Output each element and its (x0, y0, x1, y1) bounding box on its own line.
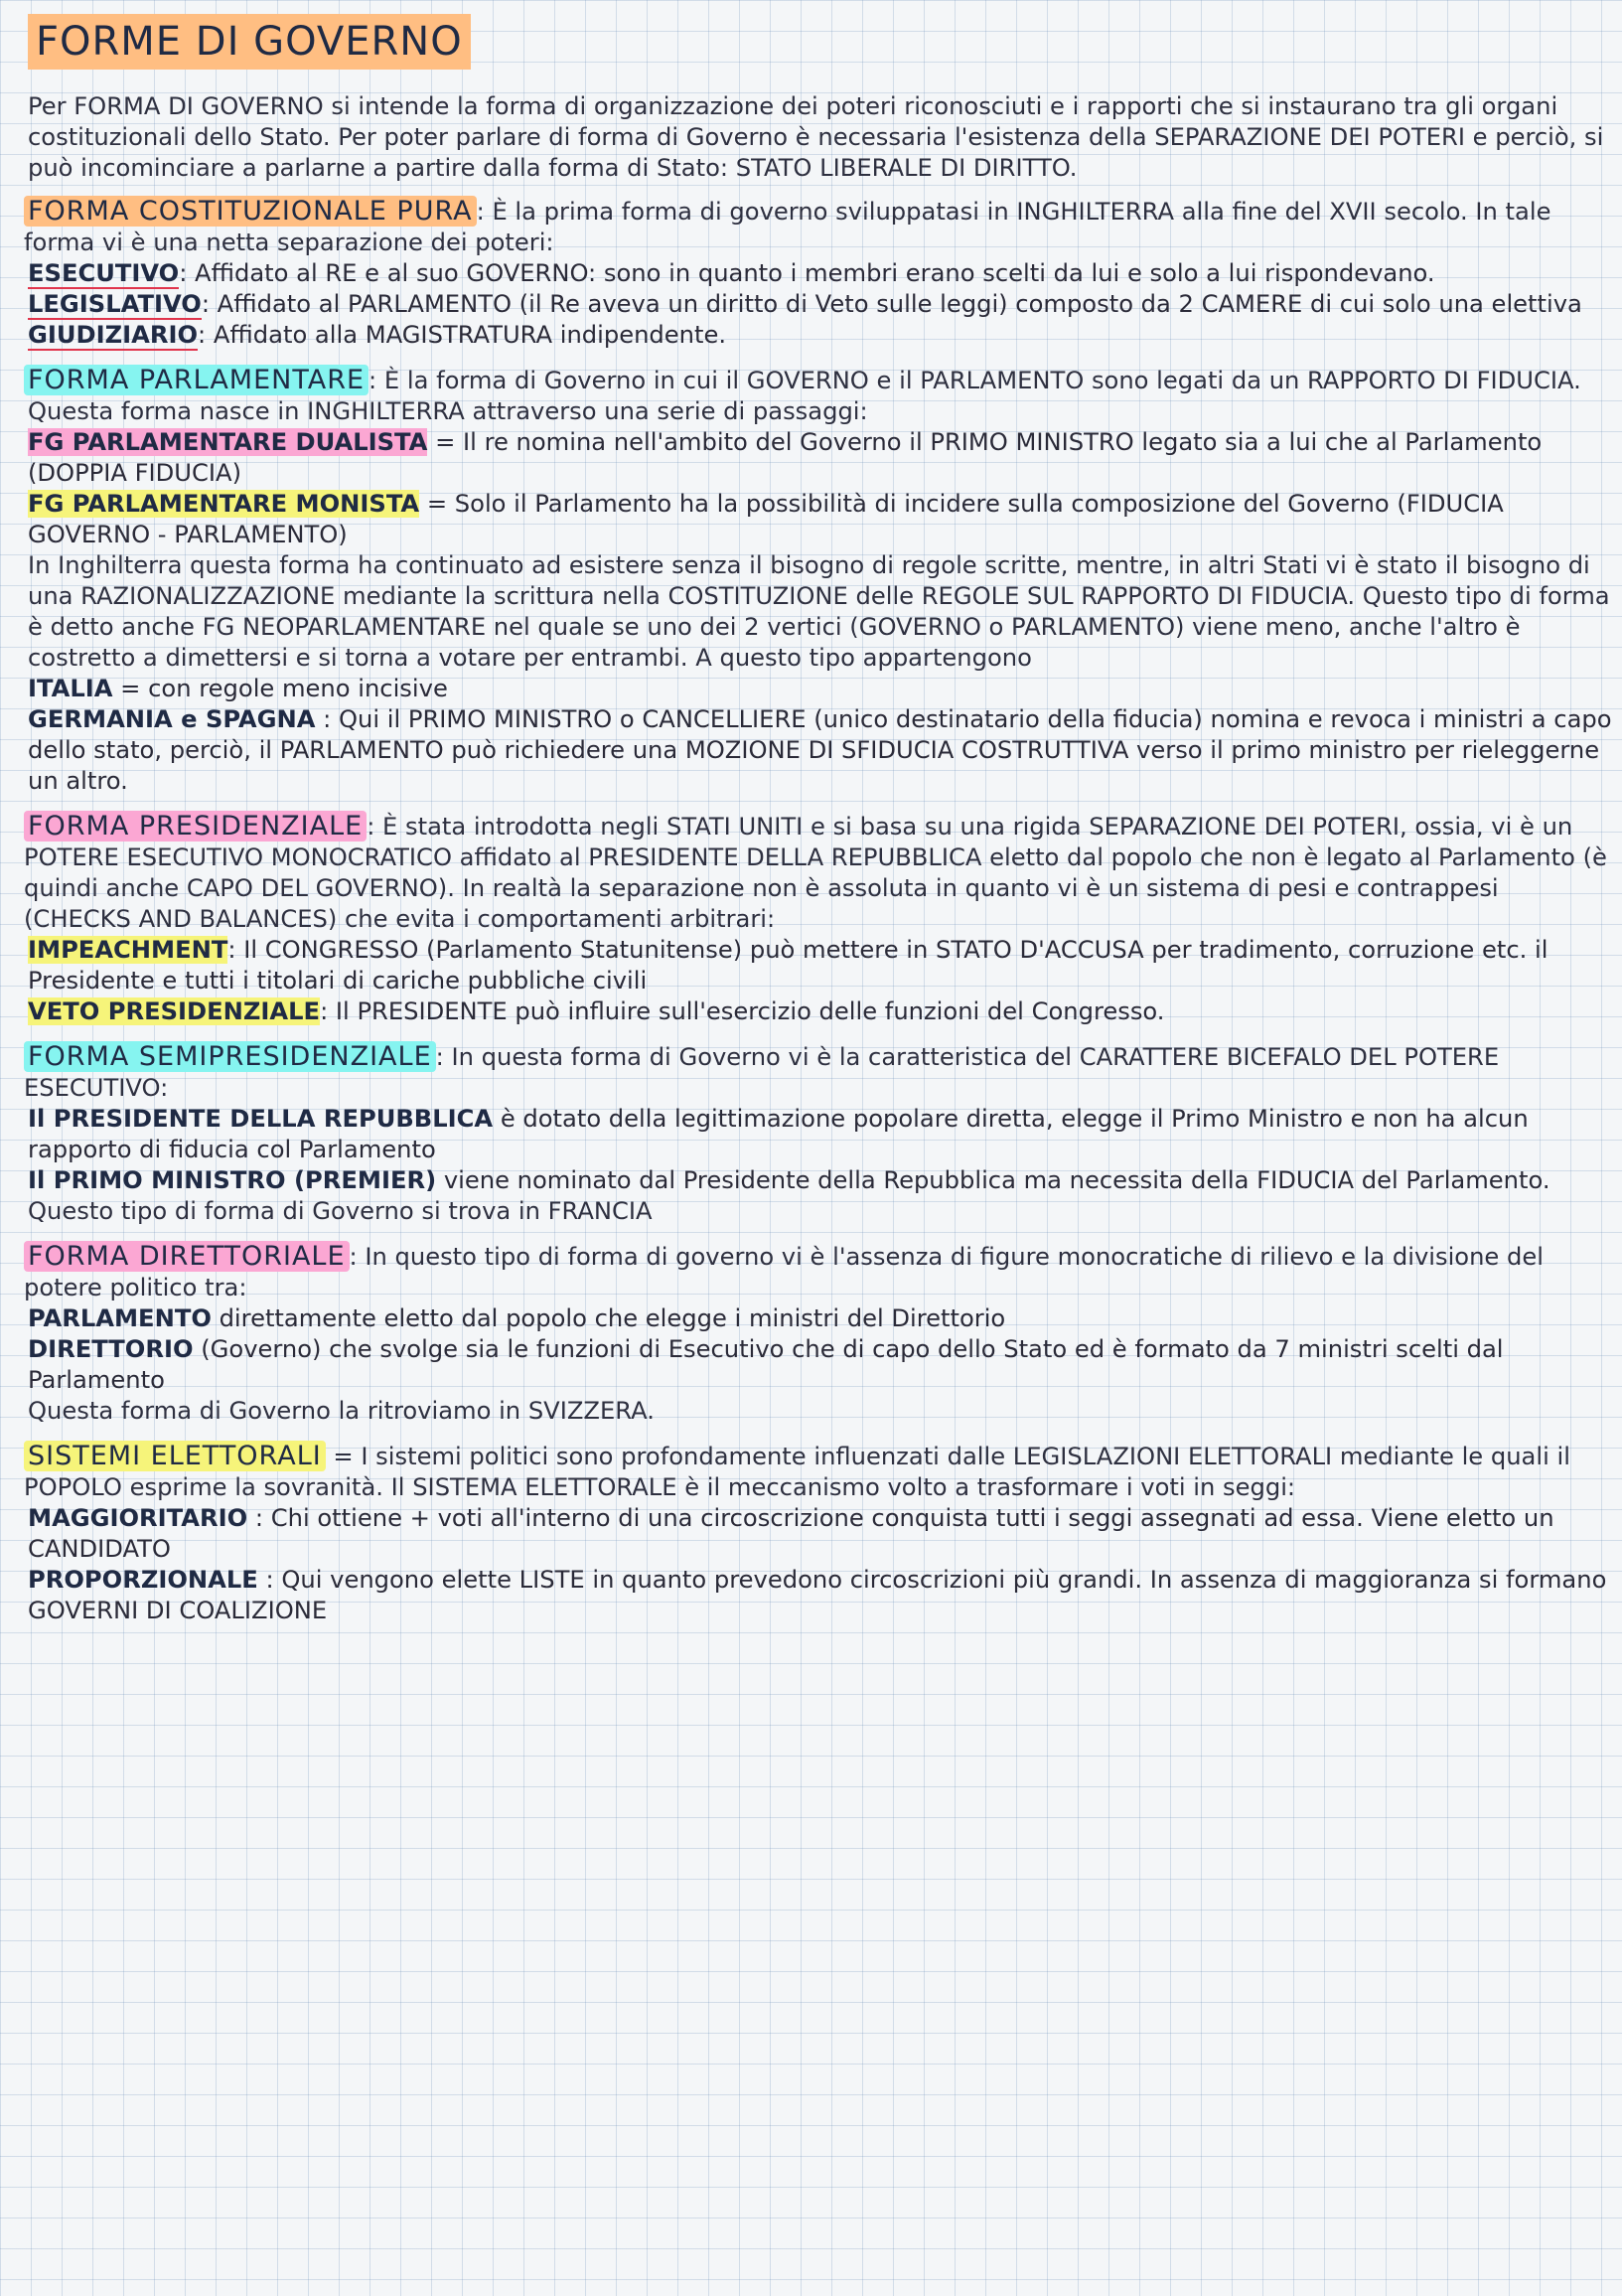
item-text: è dotato della legittimazione popolare diretta, elegge il Primo Ministro e non ha alcun rapporto di fiducia col Parlamento (28, 1105, 1529, 1163)
list-item (28, 1334, 1613, 1396)
heading-direttoriale: FORMA DIRETTORIALE (24, 1241, 350, 1272)
item-text: : Affidato al PARLAMENTO (il Re aveva un diritto di Veto sulle leggi) composto da 2 CAMERE di cui solo una elettiva (201, 290, 1582, 318)
page-title: FORME DI GOVERNO (28, 14, 471, 70)
list-item (28, 935, 1613, 996)
list-item (28, 674, 1613, 704)
item-text: : Il PRESIDENTE può influire sull'esercizio delle funzioni del Congresso. (320, 997, 1165, 1025)
notebook-page (24, 14, 1613, 1634)
item-text: : Chi ottiene + voti all'interno di una circoscrizione conquista tutti i seggi assegnati ad essa. Viene eletto un CANDIDATO (28, 1504, 1554, 1563)
presidenziale-text: : È stata introdotta negli STATI UNITI e si basa su una rigida SEPARAZIONE DEI POTERI, ossia, vi è un POTERE ESECUTIVO MONOCRATICO affidato al PRESIDENTE DELLA REPUBBLICA eletto dal popolo che non è legato al Parlamento (è quindi anche CAPO DEL GOVERNO). In realtà la separazione non è assoluta in quanto vi è un sistema di pesi e contrappesi (CHECKS AND BALANCES) che evita i comportamenti arbitrari: (24, 813, 1607, 933)
list-item (28, 704, 1613, 797)
item-label: IMPEACHMENT (28, 936, 228, 964)
item-label: PARLAMENTO (28, 1304, 212, 1332)
list-item (28, 1565, 1613, 1626)
list-item (28, 489, 1613, 550)
item-text: = Il re nomina nell'ambito del Governo il PRIMO MINISTRO legato sia a lui che al Parlamento (DOPPIA FIDUCIA) (28, 428, 1543, 487)
elettorali-text: = I sistemi politici sono profondamente influenzati dalle LEGISLAZIONI ELETTORALI mediante le quali il POPOLO esprime la sovranità. Il SISTEMA ELETTORALE è il meccanismo volto a trasformare i voti in seggi: (24, 1443, 1570, 1501)
item-text: : Qui vengono elette LISTE in quanto prevedono circoscrizioni più grandi. In assenza di maggioranza si formano GOVERNI DI COALIZIONE (28, 1566, 1607, 1624)
parlamentare-text-3: In Inghilterra questa forma ha continuato ad esistere senza il bisogno di regole scritte, mentre, in altri Stati vi è stato il bisogno di una RAZIONALIZZAZIONE mediante la scrittura nella COSTITUZIONE delle REGOLE SUL RAPPORTO DI FIDUCIA. Questo tipo di forma è detto anche FG NEOPARLAMENTARE nel quale se uno dei 2 vertici (GOVERNO o PARLAMENTO) viene meno, anche l'altro è costretto a dimettersi e si torna a votare per entrambi. A questo tipo appartengono (28, 551, 1610, 672)
parlamentare-text: : È la forma di Governo in cui il GOVERNO e il PARLAMENTO sono legati da un RAPPORTO DI FIDUCIA. (369, 367, 1581, 394)
direttoriale-list (24, 1303, 1613, 1396)
item-label: ITALIA (28, 675, 113, 702)
semipresidenziale-text: : In questa forma di Governo vi è la caratteristica del CARATTERE BICEFALO DEL POTERE ESECUTIVO: (24, 1043, 1500, 1102)
parlamentare-list (24, 427, 1613, 550)
section-direttoriale (24, 1241, 1613, 1427)
item-label: Il PRESIDENTE DELLA REPUBBLICA (28, 1105, 494, 1133)
item-text: = Solo il Parlamento ha la possibilità di incidere sulla composizione del Governo (FIDUCIA GOVERNO - PARLAMENTO) (28, 490, 1504, 548)
section-semipresidenziale (24, 1041, 1613, 1227)
list-item (28, 320, 1613, 351)
heading-costituzionale: FORMA COSTITUZIONALE PURA (24, 196, 477, 227)
list-item (28, 1303, 1613, 1334)
section-parlamentare (24, 365, 1613, 797)
item-label: LEGISLATIVO (28, 290, 202, 318)
elettorali-list (24, 1503, 1613, 1626)
item-text: = con regole meno incisive (112, 675, 448, 702)
item-label: FG PARLAMENTARE DUALISTA (28, 428, 428, 456)
list-item (28, 1503, 1613, 1565)
heading-semipresidenziale: FORMA SEMIPRESIDENZIALE (24, 1041, 436, 1072)
parlamentare-list-2 (24, 674, 1613, 797)
section-elettorali (24, 1441, 1613, 1626)
list-item (28, 289, 1613, 320)
heading-elettorali: SISTEMI ELETTORALI (24, 1441, 326, 1471)
item-label: DIRETTORIO (28, 1335, 194, 1363)
item-label: MAGGIORITARIO (28, 1504, 248, 1532)
direttoriale-text-2: Questa forma di Governo la ritroviamo in SVIZZERA. (28, 1397, 655, 1425)
costituzionale-list (24, 258, 1613, 351)
intro-paragraph: Per FORMA DI GOVERNO si intende la forma di organizzazione dei poteri riconosciuti e i rapporti che si instaurano tra gli organi costituzionali dello Stato. Per poter parlare di forma di Governo è necessaria l'esistenza della SEPARAZIONE DEI POTERI e perciò, si può incominciare a parlarne a partire dalla forma di Stato: STATO LIBERALE DI DIRITTO. (28, 92, 1604, 182)
item-label: FG PARLAMENTARE MONISTA (28, 490, 420, 518)
item-text: direttamente eletto dal popolo che elegge i ministri del Direttorio (211, 1304, 1006, 1332)
costituzionale-text: : È la prima forma di governo sviluppatasi in INGHILTERRA alla fine del XVII secolo. In tale forma vi è una netta separazione dei poteri: (24, 198, 1551, 256)
semipresidenziale-list (24, 1104, 1613, 1196)
section-presidenziale (24, 811, 1613, 1027)
item-label: GIUDIZIARIO (28, 321, 199, 349)
item-text: : Affidato alla MAGISTRATURA indipendente. (198, 321, 727, 349)
item-text: viene nominato dal Presidente della Repubblica ma necessita della FIDUCIA del Parlamento. (436, 1166, 1550, 1194)
item-text: : Il CONGRESSO (Parlamento Statunitense) può mettere in STATO D'ACCUSA per tradimento, corruzione etc. il Presidente e tutti i titolari di cariche pubbliche civili (28, 936, 1548, 995)
list-item (28, 996, 1613, 1027)
parlamentare-text-2: Questa forma nasce in INGHILTERRA attraverso una serie di passaggi: (28, 397, 868, 425)
item-label: GERMANIA e SPAGNA (28, 705, 316, 733)
semipresidenziale-text-2: Questo tipo di forma di Governo si trova in FRANCIA (28, 1197, 653, 1225)
presidenziale-list (24, 935, 1613, 1027)
item-label: ESECUTIVO (28, 259, 180, 287)
item-label: Il PRIMO MINISTRO (PREMIER) (28, 1166, 437, 1194)
list-item (28, 427, 1613, 489)
list-item (28, 1165, 1613, 1196)
item-text: : Affidato al RE e al suo GOVERNO: sono in quanto i membri erano scelti da lui e solo a lui rispondevano. (179, 259, 1435, 287)
heading-parlamentare: FORMA PARLAMENTARE (24, 365, 369, 395)
list-item (28, 1104, 1613, 1165)
list-item (28, 258, 1613, 289)
direttoriale-text: : In questo tipo di forma di governo vi è l'assenza di figure monocratiche di rilievo e la divisione del potere politico tra: (24, 1243, 1544, 1301)
item-label: VETO PRESIDENZIALE (28, 997, 321, 1025)
item-label: PROPORZIONALE (28, 1566, 258, 1594)
section-costituzionale (24, 196, 1613, 351)
item-text: (Governo) che svolge sia le funzioni di Esecutivo che di capo dello Stato ed è formato da 7 ministri scelti dal Parlamento (28, 1335, 1504, 1394)
heading-presidenziale: FORMA PRESIDENZIALE (24, 811, 367, 842)
item-text: : Qui il PRIMO MINISTRO o CANCELLIERE (unico destinatario della fiducia) nomina e revoca i ministri a capo dello stato, perciò, il PARLAMENTO può richiedere una MOZIONE DI SFIDUCIA COSTRUTTIVA verso il primo ministro per rieleggerne un altro. (28, 705, 1612, 795)
